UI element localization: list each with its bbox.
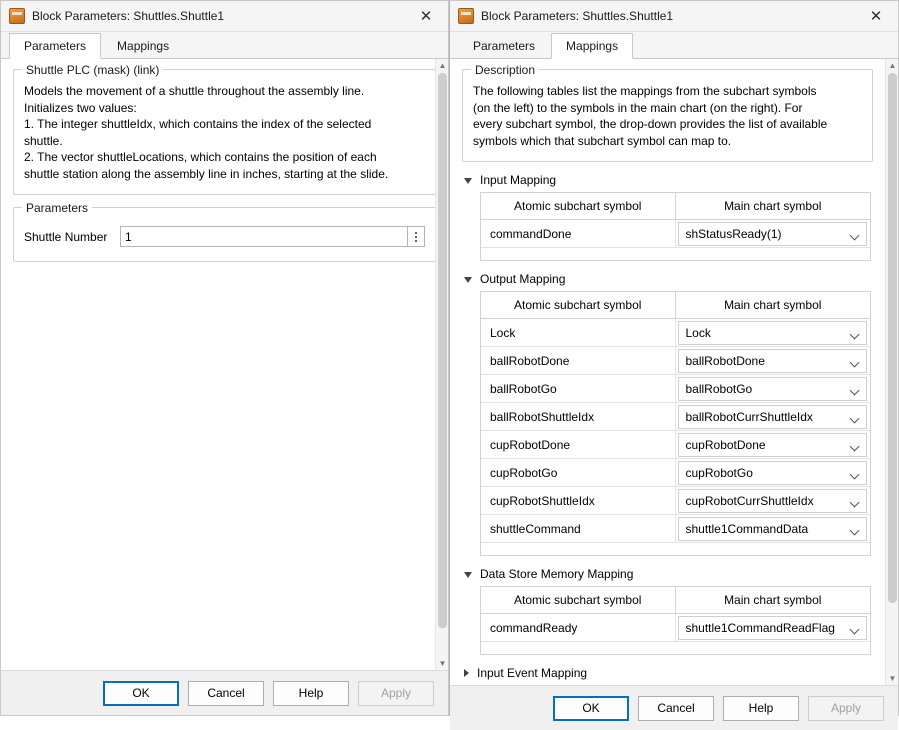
tabbar-left <box>1 32 448 59</box>
mapping-table-output <box>480 291 871 556</box>
chevron-down-icon <box>850 441 860 451</box>
close-icon[interactable]: ✕ <box>419 8 433 25</box>
section-input-event-mapping <box>462 661 873 685</box>
chevron-down-icon[interactable] <box>464 572 472 578</box>
main-chart-symbol-cell <box>676 431 871 458</box>
mapping-value: cupRobotCurrShuttleIdx <box>685 493 814 508</box>
mapping-dropdown[interactable] <box>678 349 868 373</box>
subchart-symbol: Lock <box>481 319 676 346</box>
scroll-up-icon[interactable]: ▲ <box>438 61 447 70</box>
table-row <box>481 403 870 431</box>
ok-button[interactable]: OK <box>553 696 629 721</box>
column-header-main-chart-symbol: Main chart symbol <box>724 199 822 213</box>
mapping-dropdown[interactable] <box>678 321 868 345</box>
chevron-down-icon <box>850 624 860 634</box>
chevron-down-icon <box>850 525 860 535</box>
section-header-data-store-memory-mapping[interactable] <box>462 562 873 586</box>
column-header-subchart-symbol: Atomic subchart symbol <box>481 587 676 613</box>
mapping-dropdown[interactable] <box>678 405 868 429</box>
table-row <box>481 319 870 347</box>
main-chart-symbol-cell <box>676 220 871 247</box>
titlebar-left <box>1 1 448 32</box>
mapping-value: shuttle1CommandData <box>685 521 809 536</box>
section-output-mapping <box>462 267 873 556</box>
chevron-down-icon <box>850 385 860 395</box>
scroll-up-icon[interactable]: ▲ <box>888 61 897 70</box>
section-title: Input Event Mapping <box>477 666 588 680</box>
table-filler <box>481 543 870 555</box>
more-options-icon[interactable] <box>408 226 425 247</box>
dialog-body-left <box>1 59 448 670</box>
mapping-value: Lock <box>685 325 711 340</box>
parameters-group <box>13 201 436 262</box>
table-row <box>481 220 870 248</box>
table-row <box>481 347 870 375</box>
main-chart-symbol-cell <box>676 375 871 402</box>
table-row <box>481 515 870 543</box>
parameters-group-legend: Parameters <box>22 201 92 215</box>
help-button[interactable]: Help <box>273 681 349 706</box>
column-header-subchart-symbol: Atomic subchart symbol <box>481 193 676 219</box>
subchart-symbol: cupRobotGo <box>481 459 676 486</box>
footer-left <box>1 670 448 715</box>
apply-button: Apply <box>808 696 884 721</box>
mapping-dropdown[interactable] <box>678 489 868 513</box>
column-header-subchart-symbol: Atomic subchart symbol <box>481 292 676 318</box>
mask-description-line-2: Initializes two values: <box>24 100 137 115</box>
window-title: Block Parameters: Shuttles.Shuttle1 <box>481 9 674 23</box>
block-parameters-dialog-left <box>0 0 449 716</box>
tab-parameters[interactable]: Parameters <box>473 38 536 53</box>
main-chart-symbol-cell <box>676 459 871 486</box>
cancel-button[interactable]: Cancel <box>638 696 714 721</box>
section-title: Input Mapping <box>480 173 557 187</box>
description-line-4: symbols which that subchart symbol can map to. <box>473 133 732 148</box>
mask-description-line-5: 2. The vector shuttleLocations, which contains the position of each <box>24 150 377 164</box>
window-title: Block Parameters: Shuttles.Shuttle1 <box>32 9 225 23</box>
main-chart-symbol-cell <box>676 515 871 542</box>
description-line-2: (on the left) to the symbols in the main chart (on the right). For <box>473 100 803 115</box>
chevron-down-icon <box>850 469 860 479</box>
mask-description-line-3: 1. The integer shuttleIdx, which contains the index of the selected <box>24 117 372 131</box>
table-header <box>481 587 870 614</box>
mapping-value: shStatusReady(1) <box>685 226 782 241</box>
section-header-input-mapping[interactable] <box>462 168 873 192</box>
mapping-dropdown[interactable] <box>678 461 868 485</box>
chevron-down-icon[interactable] <box>464 178 472 184</box>
mapping-value: ballRobotDone <box>685 353 765 368</box>
main-chart-symbol-cell <box>676 347 871 374</box>
shuttle-number-input[interactable] <box>120 226 408 247</box>
scrollbar-thumb-right[interactable] <box>888 73 897 603</box>
section-data-store-memory-mapping <box>462 562 873 655</box>
mapping-value: cupRobotGo <box>685 465 753 480</box>
mapping-value: shuttle1CommandReadFlag <box>685 620 835 635</box>
chevron-down-icon <box>850 329 860 339</box>
subchart-symbol: commandReady <box>481 614 676 641</box>
scrollbar-thumb-left[interactable] <box>438 73 447 628</box>
help-button[interactable]: Help <box>723 696 799 721</box>
table-row <box>481 431 870 459</box>
mapping-value: cupRobotDone <box>685 437 766 452</box>
subchart-symbol: cupRobotDone <box>481 431 676 458</box>
simulink-block-icon <box>9 8 25 24</box>
section-input-mapping <box>462 168 873 261</box>
subchart-symbol: shuttleCommand <box>481 515 676 542</box>
table-filler <box>481 248 870 260</box>
footer-right <box>450 685 898 730</box>
section-title: Data Store Memory Mapping <box>480 567 634 581</box>
mapping-dropdown[interactable] <box>678 377 868 401</box>
mapping-dropdown[interactable] <box>678 222 868 246</box>
block-parameters-dialog-right <box>449 0 899 716</box>
shuttle-number-label: Shuttle Number <box>24 229 108 244</box>
table-header <box>481 193 870 220</box>
apply-button: Apply <box>358 681 434 706</box>
subchart-symbol: commandDone <box>481 220 676 247</box>
scroll-down-icon[interactable]: ▼ <box>888 674 897 683</box>
tab-parameters[interactable]: Parameters <box>9 33 101 59</box>
tab-mappings[interactable]: Mappings <box>117 38 170 53</box>
mask-description-group <box>13 63 436 195</box>
tab-mappings[interactable]: Mappings <box>551 33 633 59</box>
simulink-block-icon <box>458 8 474 24</box>
cancel-button[interactable]: Cancel <box>188 681 264 706</box>
mapping-table-input <box>480 192 871 261</box>
description-group <box>462 63 873 162</box>
main-chart-symbol-cell <box>676 319 871 346</box>
mask-group-legend: Shuttle PLC (mask) (link) <box>22 63 163 77</box>
section-header-input-event-mapping[interactable] <box>462 661 873 685</box>
dialog-body-right <box>450 59 898 685</box>
mask-description-line-4: shuttle. <box>24 133 63 148</box>
mapping-dropdown[interactable] <box>678 517 868 541</box>
chevron-down-icon <box>850 357 860 367</box>
mapping-dropdown[interactable] <box>678 433 868 457</box>
chevron-right-icon[interactable] <box>464 669 469 677</box>
subchart-symbol: ballRobotShuttleIdx <box>481 403 676 430</box>
tabbar-right <box>450 32 898 59</box>
scrollbar-left[interactable] <box>435 59 448 670</box>
description-group-legend: Description <box>471 63 539 77</box>
ok-button[interactable]: OK <box>103 681 179 706</box>
table-row <box>481 375 870 403</box>
chevron-down-icon <box>850 230 860 240</box>
mapping-table-data-store <box>480 586 871 655</box>
chevron-down-icon <box>850 497 860 507</box>
mask-description-line-6: shuttle station along the assembly line in inches, starting at the slide. <box>24 166 389 181</box>
table-row <box>481 487 870 515</box>
section-title: Output Mapping <box>480 272 566 286</box>
main-chart-symbol-cell <box>676 487 871 514</box>
description-line-3: every subchart symbol, the drop-down provides the list of available <box>473 117 828 131</box>
mapping-dropdown[interactable] <box>678 616 868 640</box>
titlebar-right <box>450 1 898 32</box>
shuttle-number-row <box>24 226 425 247</box>
scroll-down-icon[interactable]: ▼ <box>438 659 447 668</box>
column-header-main-chart-symbol: Main chart symbol <box>724 593 822 607</box>
section-header-output-mapping[interactable] <box>462 267 873 291</box>
main-chart-symbol-cell <box>676 403 871 430</box>
mask-description-line-1: Models the movement of a shuttle throughout the assembly line. <box>24 84 365 98</box>
subchart-symbol: ballRobotGo <box>481 375 676 402</box>
column-header-main-chart-symbol: Main chart symbol <box>724 298 822 312</box>
mapping-value: ballRobotCurrShuttleIdx <box>685 409 813 424</box>
subchart-symbol: cupRobotShuttleIdx <box>481 487 676 514</box>
chevron-down-icon[interactable] <box>464 277 472 283</box>
table-row <box>481 614 870 642</box>
description-line-1: The following tables list the mappings from the subchart symbols <box>473 84 817 98</box>
chevron-down-icon <box>850 413 860 423</box>
table-header <box>481 292 870 319</box>
scrollbar-right[interactable] <box>885 59 898 685</box>
main-chart-symbol-cell <box>676 614 871 641</box>
subchart-symbol: ballRobotDone <box>481 347 676 374</box>
table-row <box>481 459 870 487</box>
table-filler <box>481 642 870 654</box>
mapping-value: ballRobotGo <box>685 381 753 396</box>
close-icon[interactable]: ✕ <box>869 8 883 25</box>
